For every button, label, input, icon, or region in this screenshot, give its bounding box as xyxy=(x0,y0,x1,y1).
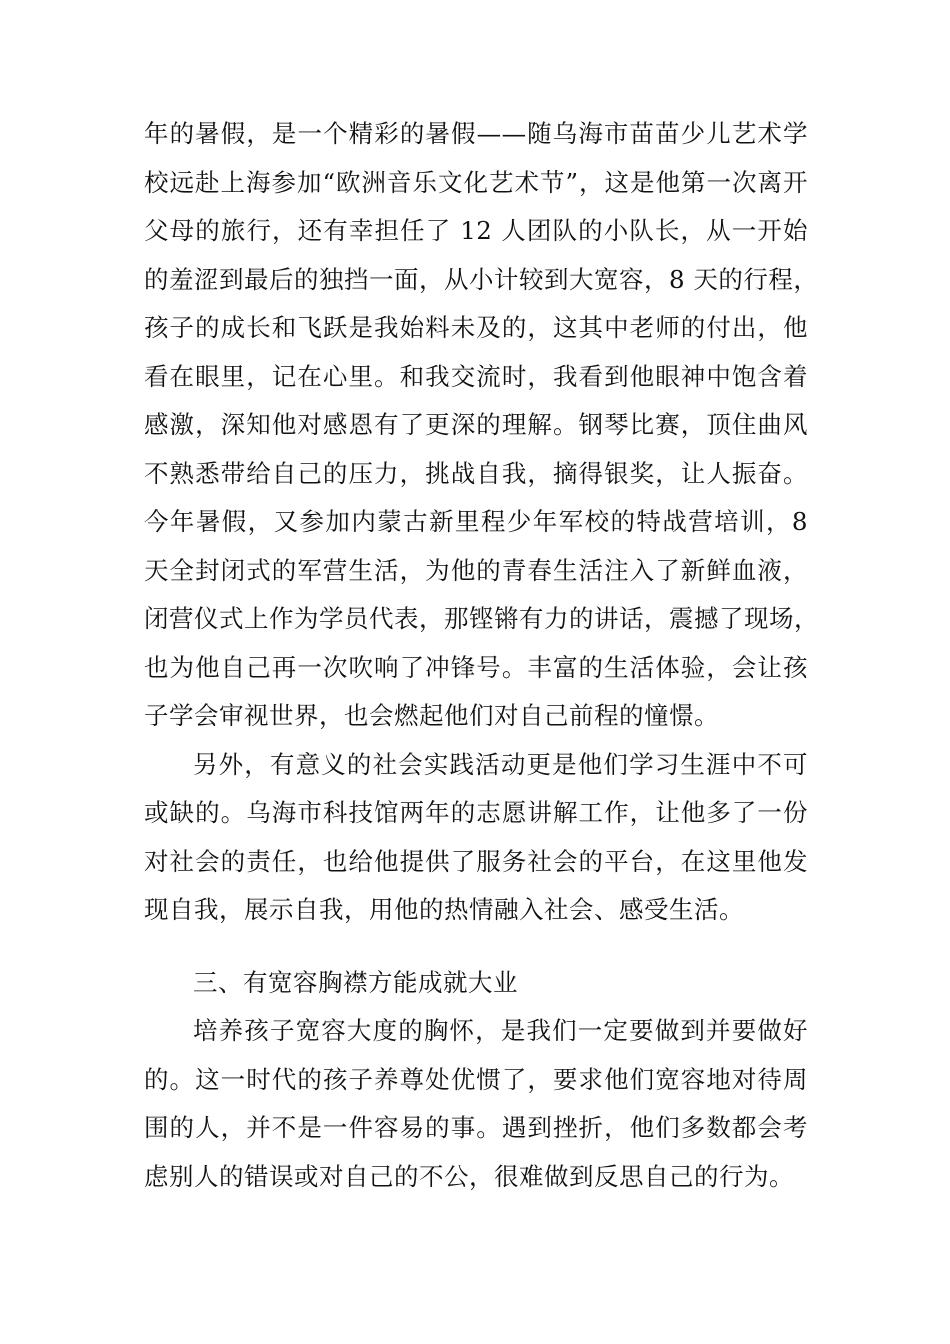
text-line: 看在眼里，记在心里。和我交流时，我看到他眼神中饱含着 xyxy=(144,361,808,391)
text-line: 另外，有意义的社会实践活动更是他们学习生涯中不可 xyxy=(193,749,808,779)
text-line: 现自我，展示自我，用他的热情融入社会、感受生活。 xyxy=(144,895,744,924)
document-body xyxy=(144,110,819,1201)
text-line: 的。这一时代的孩子养尊处优惯了，要求他们宽容地对待周 xyxy=(144,1064,808,1094)
text-line: 父母的旅行，还有幸担任了 12 人团队的小队长，从一开始 xyxy=(144,216,808,245)
text-line: 今年暑假，又参加内蒙古新里程少年军校的特战营培训，8 xyxy=(144,507,808,536)
text-line: 子学会审视世界，也会燃起他们对自己前程的憧憬。 xyxy=(144,701,719,730)
text-line: 闭营仪式上作为学员代表，那铿锵有力的讲话，震撼了现场， xyxy=(144,604,819,633)
text-line: 孩子的成长和飞跃是我始料未及的，这其中老师的付出，他 xyxy=(144,313,808,342)
paragraph-social-practice xyxy=(144,741,808,935)
text-line: 感激，深知他对感恩有了更深的理解。钢琴比赛，顶住曲风 xyxy=(144,410,808,439)
text-line: 的羞涩到最后的独挡一面，从小计较到大宽容，8 天的行程， xyxy=(144,264,819,294)
text-line: 年的暑假，是一个精彩的暑假——随乌海市苗苗少儿艺术学 xyxy=(144,119,808,148)
text-line: 不熟悉带给自己的压力，挑战自我，摘得银奖，让人振奋。 xyxy=(144,458,808,488)
text-line: 校远赴上海参加“欧洲音乐文化艺术节”，这是他第一次离开 xyxy=(144,167,808,197)
paragraph-gap xyxy=(144,935,808,959)
text-line: 围的人，并不是一件容易的事。遇到挫折，他们多数都会考 xyxy=(144,1113,808,1142)
text-line: 或缺的。乌海市科技馆两年的志愿讲解工作，让他多了一份 xyxy=(144,798,808,827)
text-line: 天全封闭式的军营生活，为他的青春生活注入了新鲜血液， xyxy=(144,555,808,585)
text-line: 虑别人的错误或对自己的不公，很难做到反思自己的行为。 xyxy=(144,1161,794,1191)
text-line: 培养孩子宽容大度的胸怀，是我们一定要做到并要做好 xyxy=(193,1016,808,1045)
paragraph-tolerance xyxy=(144,1007,808,1201)
text-line: 也为他自己再一次吹响了冲锋号。丰富的生活体验，会让孩 xyxy=(144,652,808,682)
section-heading-tolerance: 三、有宽容胸襟方能成就大业 xyxy=(193,967,518,997)
paragraph-summer-experiences xyxy=(144,110,819,741)
text-line: 对社会的责任，也给他提供了服务社会的平台，在这里他发 xyxy=(144,846,808,876)
